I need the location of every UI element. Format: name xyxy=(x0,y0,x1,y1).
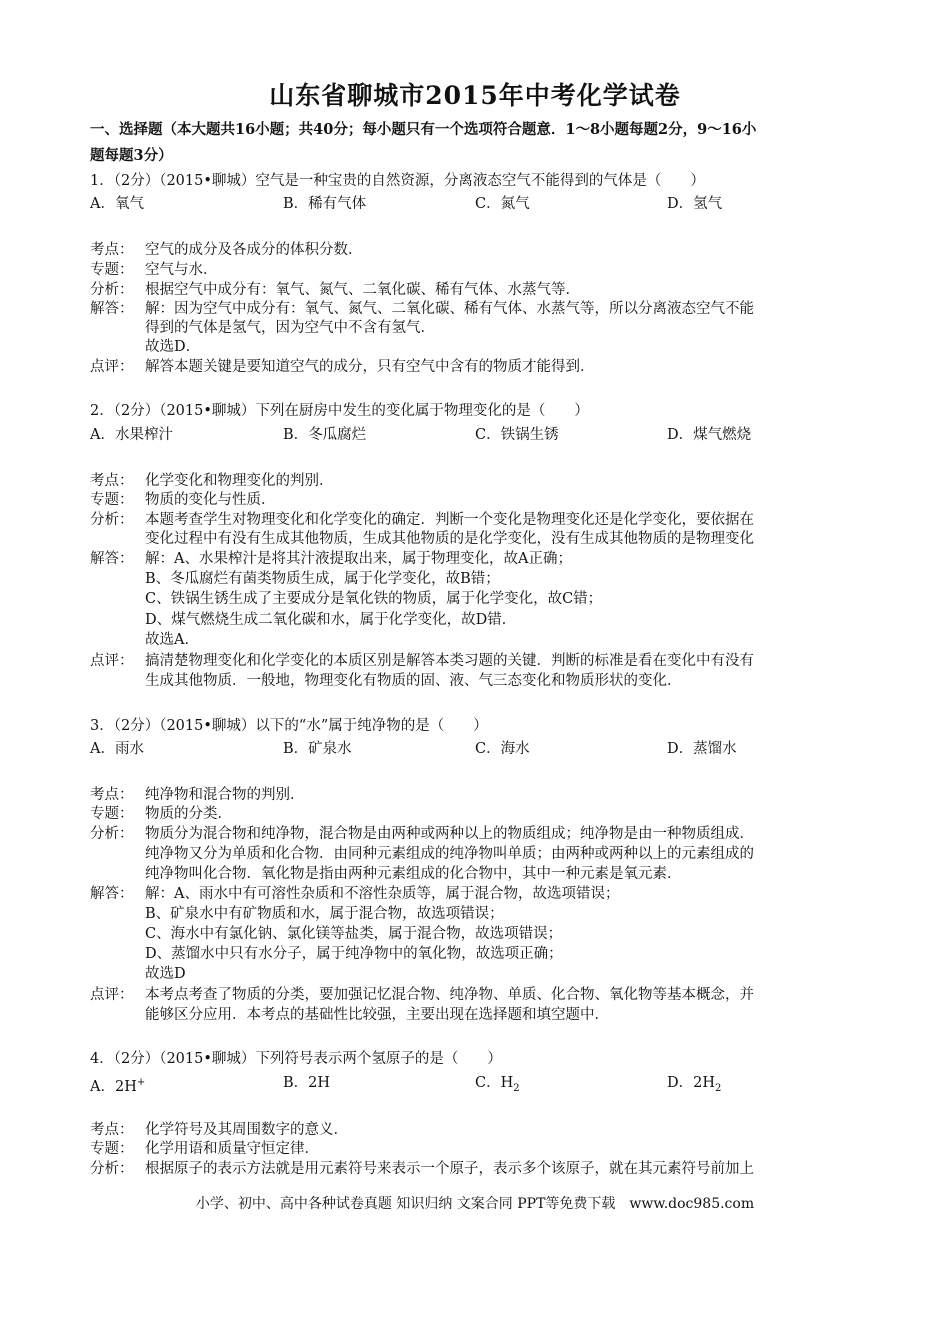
question-1-jieda-line: 解：因为空气中成分有：氧气、氮气、二氧化碳、稀有气体、水蒸气等，所以分离液态空气不能 xyxy=(145,301,754,317)
question-2-jieda-line: 故选A． xyxy=(145,632,199,648)
question-3-fenxi-line: 纯净物叫化合物．氧化物是指由两种元素组成的化合物中，其中一种元素是氧元素． xyxy=(145,866,682,882)
charge-superscript: + xyxy=(136,1077,146,1088)
question-4-zhuanti: 化学用语和质量守恒定律． xyxy=(145,1141,319,1157)
question-1-kaodian: 空气的成分及各成分的体积分数． xyxy=(145,242,363,258)
question-3-option-c: C．海水 xyxy=(475,741,530,757)
fenxi-label: 分析： xyxy=(90,1161,134,1177)
option-text: A．2H xyxy=(90,1078,137,1095)
kaodian-label: 考点： xyxy=(90,787,134,803)
fenxi-label: 分析： xyxy=(90,826,134,842)
section-heading-line2: 题每题3分） xyxy=(90,147,173,164)
option-text: C．H xyxy=(475,1075,514,1091)
fenxi-label: 分析： xyxy=(90,512,134,528)
question-4-kaodian: 化学符号及其周围数字的意义． xyxy=(145,1122,348,1138)
question-4-option-a xyxy=(90,1073,145,1097)
question-2-fenxi-line: 本题考查学生对物理变化和化学变化的确定．判断一个变化是物理变化还是化学变化，要依据在 xyxy=(145,512,754,528)
question-3-zhuanti: 物质的分类． xyxy=(145,806,232,822)
zhuanti-label: 专题： xyxy=(90,806,134,822)
question-2-option-c: C．铁锅生锈 xyxy=(475,427,559,443)
question-2-fenxi-line: 变化过程中有没有生成其他物质，生成其他物质的是化学变化，没有生成其他物质的是物理变化 xyxy=(145,531,754,547)
kaodian-label: 考点： xyxy=(90,1122,134,1138)
question-1-option-d: D．氢气 xyxy=(667,196,723,212)
question-1-option-a: A．氧气 xyxy=(90,196,144,212)
kaodian-label: 考点： xyxy=(90,473,134,489)
question-3-kaodian: 纯净物和混合物的判别． xyxy=(145,787,305,803)
zhuanti-label: 专题： xyxy=(90,262,134,278)
question-3-option-b: B．矿泉水 xyxy=(283,741,352,757)
question-1-jieda-line: 故选D． xyxy=(145,339,201,355)
question-2-zhuanti: 物质的变化与性质． xyxy=(145,492,276,508)
question-4-fenxi-line: 根据原子的表示方法就是用元素符号来表示一个原子，表示多个该原子，就在其元素符号前加上 xyxy=(145,1161,754,1177)
question-3-fenxi-line: 物质分为混合物和纯净物，混合物是由两种或两种以上的物质组成；纯净物是由一种物质组成． xyxy=(145,826,754,842)
question-3-jieda-line: C、海水中有氯化钠、氯化镁等盐类，属于混合物，故选项错误； xyxy=(145,926,563,942)
question-2-dianping-line: 搞清楚物理变化和化学变化的本质区别是解答本类习题的关键．判断的标准是看在变化中有没有 xyxy=(145,653,754,669)
question-2-jieda-line: 解：A、水果榨汁是将其汁液提取出来，属于物理变化，故A正确； xyxy=(145,551,572,567)
question-4-options xyxy=(90,1073,850,1093)
question-3-options xyxy=(90,739,850,759)
zhuanti-label: 专题： xyxy=(90,1141,134,1157)
question-2-option-a: A．水果榨汁 xyxy=(90,427,173,443)
question-1-zhuanti: 空气与水． xyxy=(145,262,218,278)
jieda-label: 解答： xyxy=(90,551,134,567)
question-3-jieda-line: 解：A、雨水中有可溶性杂质和不溶性杂质等，属于混合物，故选项错误； xyxy=(145,886,620,902)
question-3-fenxi-line: 纯净物又分为单质和化合物．由同种元素组成的纯净物叫单质；由两种或两种以上的元素组成的 xyxy=(145,846,754,862)
question-2-dianping-line: 生成其他物质．一般地，物理变化有物质的固、液、气三态变化和物质形状的变化． xyxy=(145,673,682,689)
question-2-stem: 2．（2分）（2015•聊城）下列在厨房中发生的变化属于物理变化的是（ ） xyxy=(90,403,589,419)
question-2-options xyxy=(90,425,850,445)
fenxi-label: 分析： xyxy=(90,282,134,298)
question-1-stem: 1．（2分）（2015•聊城）空气是一种宝贵的自然资源，分离液态空气不能得到的气体是（ ） xyxy=(90,173,705,189)
page-title: 山东省聊城市2015年中考化学试卷 xyxy=(269,81,681,110)
question-1-fenxi-line: 根据空气中成分有：氧气、氮气、二氧化碳、稀有气体、水蒸气等． xyxy=(145,282,580,298)
question-3-dianping-line: 本考点考查了物质的分类，要加强记忆混合物、纯净物、单质、化合物、氧化物等基本概念，并 xyxy=(145,987,754,1003)
question-2-kaodian: 化学变化和物理变化的判别． xyxy=(145,473,334,489)
question-3-option-a: A．雨水 xyxy=(90,741,144,757)
dianping-label: 点评： xyxy=(90,653,134,669)
atom-count-subscript: 2 xyxy=(715,1082,722,1094)
question-4-option-d xyxy=(667,1073,721,1099)
question-2-option-d: D．煤气燃烧 xyxy=(667,427,752,443)
option-text: B．2H xyxy=(283,1075,331,1091)
question-2-option-b: B．冬瓜腐烂 xyxy=(283,427,367,443)
dianping-label: 点评： xyxy=(90,987,134,1003)
jieda-label: 解答： xyxy=(90,301,134,317)
kaodian-label: 考点： xyxy=(90,242,134,258)
question-4-option-b xyxy=(283,1073,330,1093)
question-1-options xyxy=(90,194,850,214)
question-3-jieda-line: D、蒸馏水中只有水分子，属于纯净物中的氧化物，故选项正确； xyxy=(145,946,563,962)
option-text: D．2H xyxy=(667,1075,715,1091)
question-1-jieda-line: 得到的气体是氢气，因为空气中不含有氢气． xyxy=(145,320,435,336)
question-3-option-d: D．蒸馏水 xyxy=(667,741,737,757)
question-2-jieda-line: B、冬瓜腐烂有菌类物质生成，属于化学变化，故B错； xyxy=(145,571,500,587)
question-3-jieda-line: B、矿泉水中有矿物质和水，属于混合物，故选项错误； xyxy=(145,906,504,922)
footer-ad: 小学、初中、高中各种试卷真题 知识归纳 文案合同 PPT等免费下载 www.doc985.com xyxy=(195,1196,755,1212)
section-heading-line1: 一、选择题（本大题共16小题；共40分；每小题只有一个选项符合题意．1～8小题每题2分，9～16小 xyxy=(90,121,757,138)
jieda-label: 解答： xyxy=(90,886,134,902)
question-1-dianping-line: 解答本题关键是要知道空气的成分，只有空气中含有的物质才能得到． xyxy=(145,359,595,375)
question-3-jieda-line: 故选D xyxy=(145,966,186,982)
question-3-dianping-line: 能够区分应用．本考点的基础性比较强，主要出现在选择题和填空题中． xyxy=(145,1007,609,1023)
atom-count-subscript: 2 xyxy=(513,1082,520,1094)
zhuanti-label: 专题： xyxy=(90,492,134,508)
dianping-label: 点评： xyxy=(90,359,134,375)
question-2-jieda-line: C、铁锅生锈生成了主要成分是氧化铁的物质，属于化学变化，故C错； xyxy=(145,591,603,607)
question-4-stem: 4．（2分）（2015•聊城）下列符号表示两个氢原子的是（ ） xyxy=(90,1051,502,1067)
question-4-option-c xyxy=(475,1073,520,1099)
question-1-option-c: C．氮气 xyxy=(475,196,530,212)
question-3-stem: 3．（2分）（2015•聊城）以下的“水”属于纯净物的是（ ） xyxy=(90,718,488,734)
question-2-jieda-line: D、煤气燃烧生成二氧化碳和水，属于化学变化，故D错． xyxy=(145,612,517,628)
question-1-option-b: B．稀有气体 xyxy=(283,196,367,212)
